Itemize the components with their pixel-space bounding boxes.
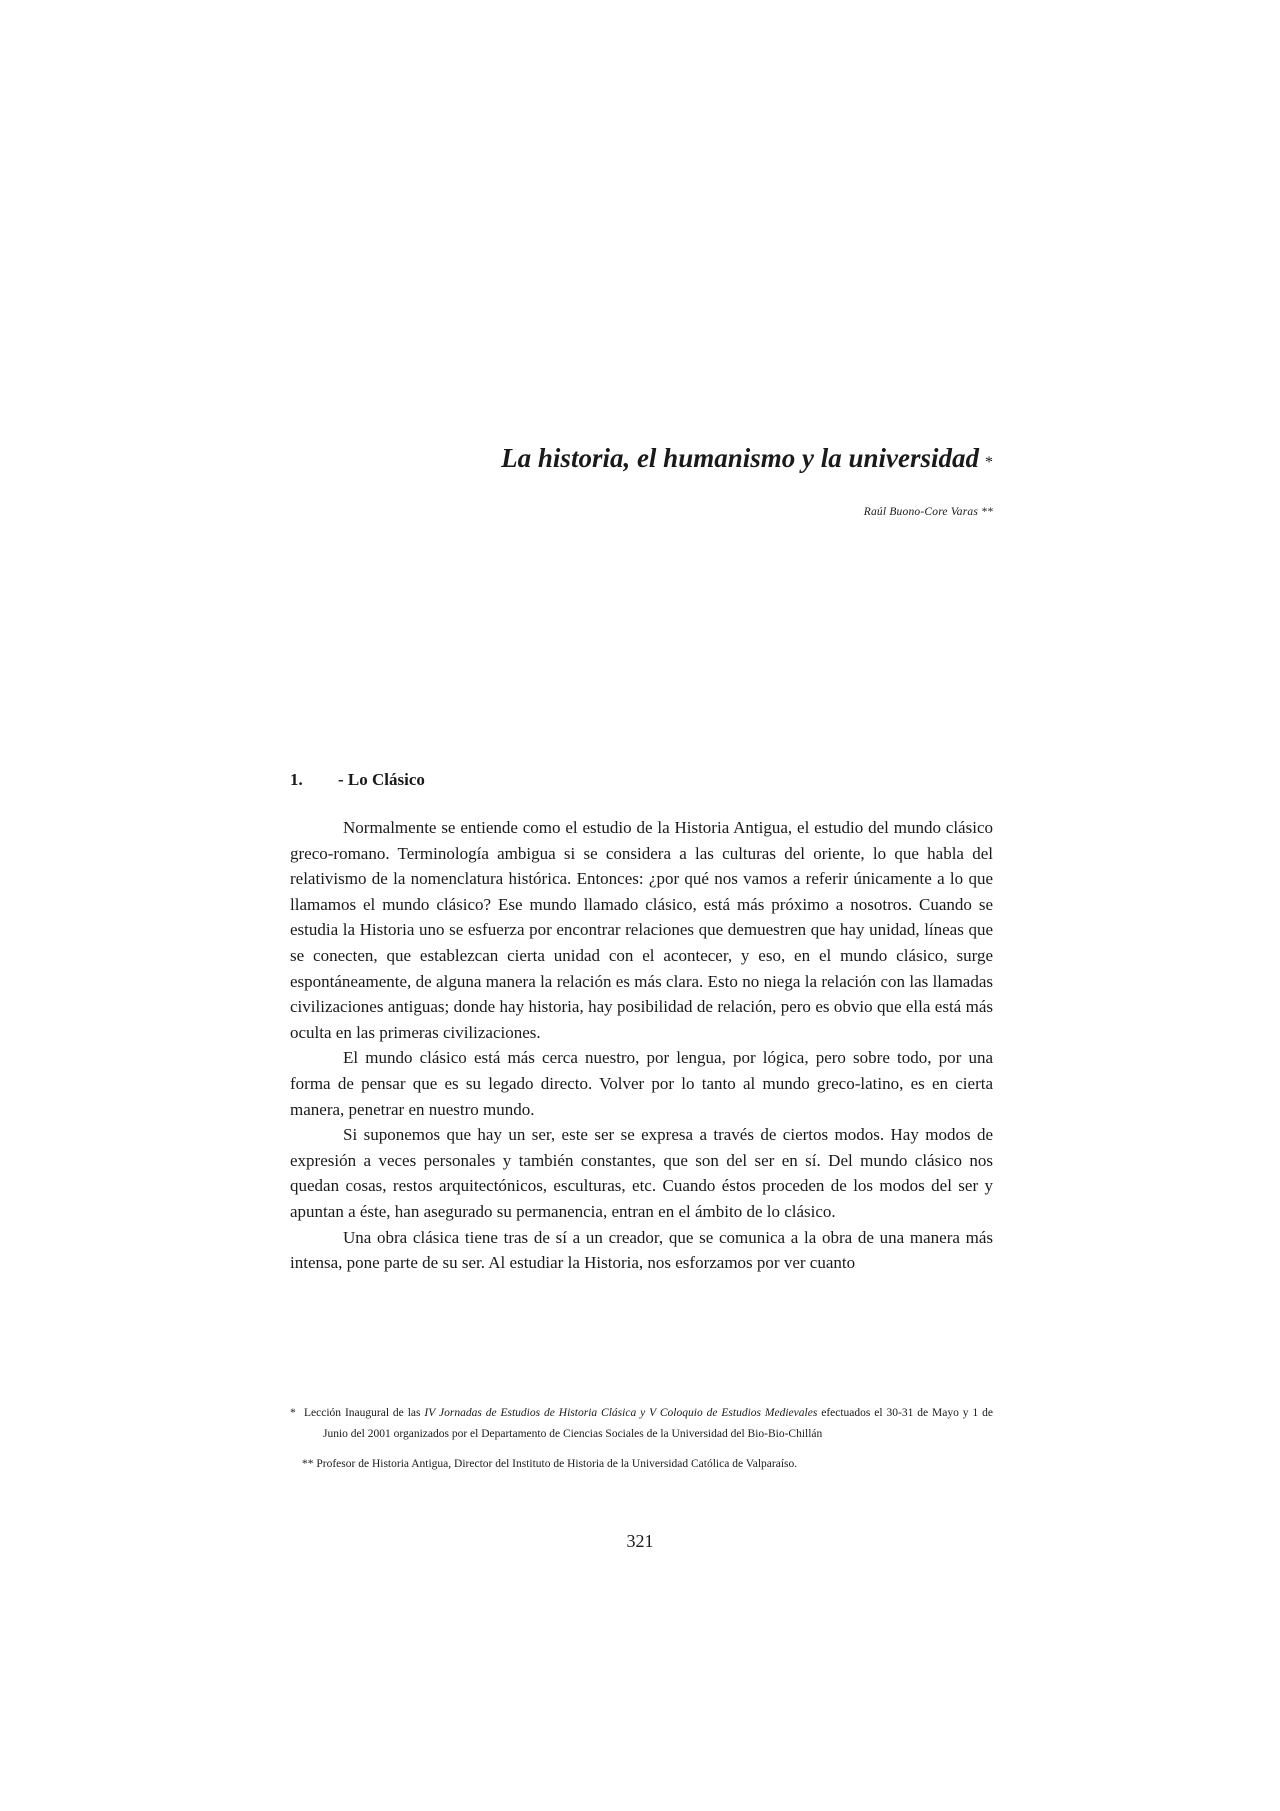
footnotes [290,1403,993,1475]
footnote-1-text-end: efectuados el 30-31 de Mayo y 1 de Junio del 2001 organizados por el Departamento de Ciencias Sociales de la Universidad del Bio-Bio-Chillán [323,1407,993,1440]
paragraph: Una obra clásica tiene tras de sí a un creador, que se comunica a la obra de una manera más intensa, pone parte de su ser. Al estudiar la Historia, nos esforzamos por ver cuanto [290,1227,993,1273]
footnote-1-marker: * [290,1407,296,1419]
article-author: Raúl Buono-Core Varas ** [863,506,993,518]
footnote-1-event-name: IV Jornadas de Estudios de Historia Clásica y V Coloquio de Estudios Medievales [424,1407,818,1419]
footnote-1-text-start: Lección Inaugural de las [304,1407,425,1419]
article-title-text: La historia, el humanismo y la universidad [501,443,979,473]
section-number: 1. [290,770,303,789]
section-heading [290,770,425,790]
paragraph: Si suponemos que hay un ser, este ser se expresa a través de ciertos modos. Hay modos de expresión a veces personales y también constantes, que son del ser en sí. Del mundo clásico nos quedan cosas, restos arquitectónicos, esculturas, etc. Cuando éstos proceden de los modos del ser y apuntan a éste, han asegurado su permanencia, entran en el ámbito de lo clásico. [290,1125,993,1221]
section-title: - Lo Clásico [338,770,425,789]
paragraph: Normalmente se entiende como el estudio de la Historia Antigua, el estudio del mundo clásico greco-romano. Terminología ambigua si se considera a las culturas del oriente, lo que habla del relativismo de la nomenclatura histórica. Entonces: ¿por qué nos vamos a referir únicamente a lo que llamamos el mundo clásico? Ese mundo llamado clásico, está más próximo a nosotros. Cuando se estudia la Historia uno se esfuerza por encontrar relaciones que demuestren que hay unidad, líneas que se conecten, que establezcan cierta unidad con el acontecer, y eso, en el mundo clásico, surge espontáneamente, de alguna manera la relación es más clara. Esto no niega la relación con las llamadas civilizaciones antiguas; donde hay historia, hay posibilidad de relación, pero es obvio que ella está más oculta en las primeras civilizaciones. [290,818,993,1042]
page-number: 321 [626,1531,654,1551]
body-text [290,815,993,1276]
paragraph: El mundo clásico está más cerca nuestro, por lengua, por lógica, pero sobre todo, por una forma de pensar que es su legado directo. Volver por lo tanto al mundo greco-latino, es en cierta manera, penetrar en nuestro mundo. [290,1048,993,1119]
article-title [501,443,993,474]
footnote-1 [290,1403,993,1445]
footnote-2: ** Profesor de Historia Antigua, Director del Instituto de Historia de la Universidad Católica de Valparaíso. [302,1458,798,1470]
title-footnote-marker: * [985,454,993,471]
